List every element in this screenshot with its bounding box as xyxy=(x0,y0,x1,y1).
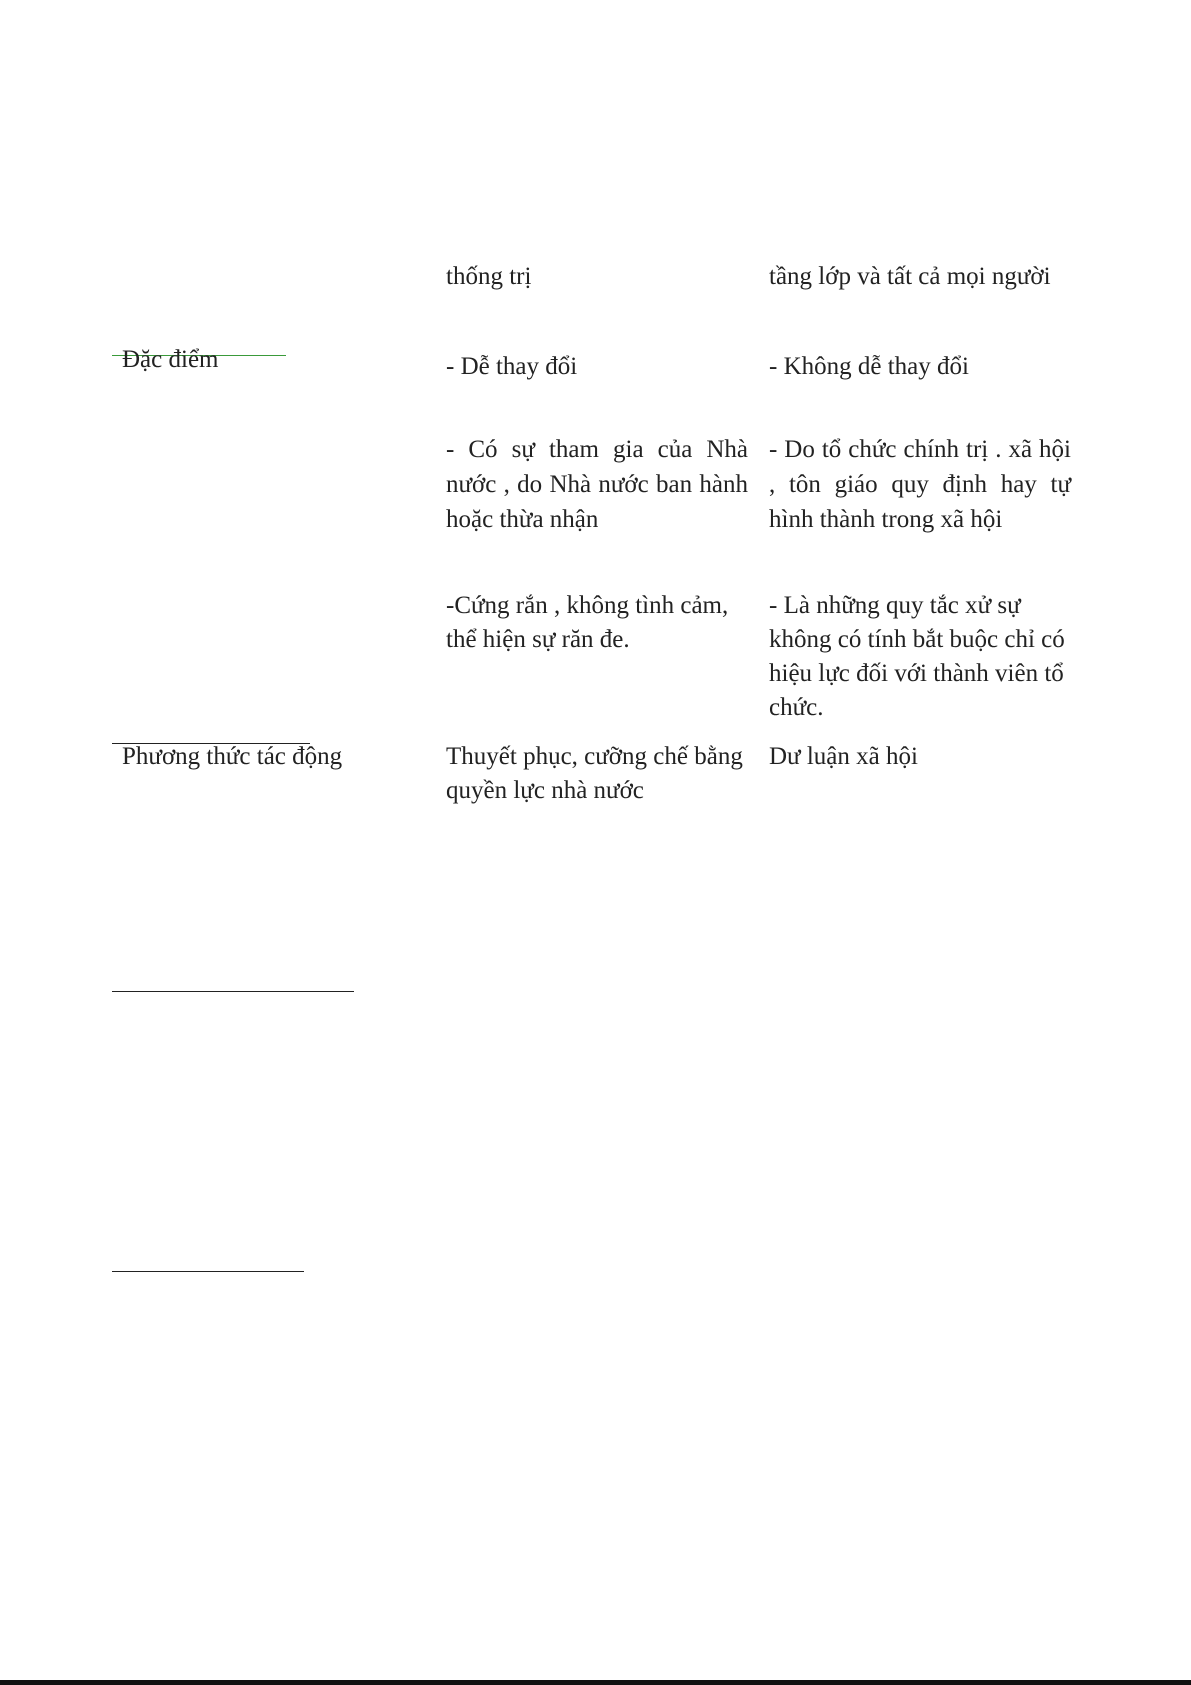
cell-continuation-col-b: thống trị xyxy=(446,263,532,290)
cell-dac-diem-2-col-c: - Do tổ chức chính trị . xã hội , tôn giáo quy định hay tự hình thành trong xã hội xyxy=(769,436,1071,533)
horizontal-rule xyxy=(112,1271,304,1272)
cell-continuation-col-c: tầng lớp và tất cả mọi người xyxy=(769,263,1051,290)
cell-dac-diem-1-col-b: - Dễ thay đổi xyxy=(446,353,578,380)
cell-dac-diem-3-col-b: -Cứng rắn , không tình cảm, thể hiện sự răn đe. xyxy=(446,592,729,653)
cell-dac-diem-2-col-b: - Có sự tham gia của Nhà nước , do Nhà nước ban hành hoặc thừa nhận xyxy=(446,436,748,533)
cell-dac-diem-1-col-c: - Không dễ thay đổi xyxy=(769,353,969,380)
cell-phuong-thuc-col-b: Thuyết phục, cưỡng chế bằng quyền lực nhà nước xyxy=(446,743,743,804)
row-label-dac-diem: Đặc điểm xyxy=(122,346,219,373)
row-label-phuong-thuc: Phương thức tác động xyxy=(122,743,343,770)
page-bottom-edge xyxy=(0,1680,1191,1685)
horizontal-rule xyxy=(112,991,354,992)
cell-phuong-thuc-col-c: Dư luận xã hội xyxy=(769,743,918,770)
cell-dac-diem-3-col-c: - Là những quy tắc xử sự không có tính bắt buộc chỉ có hiệu lực đối với thành viên tổ chức. xyxy=(769,592,1065,721)
